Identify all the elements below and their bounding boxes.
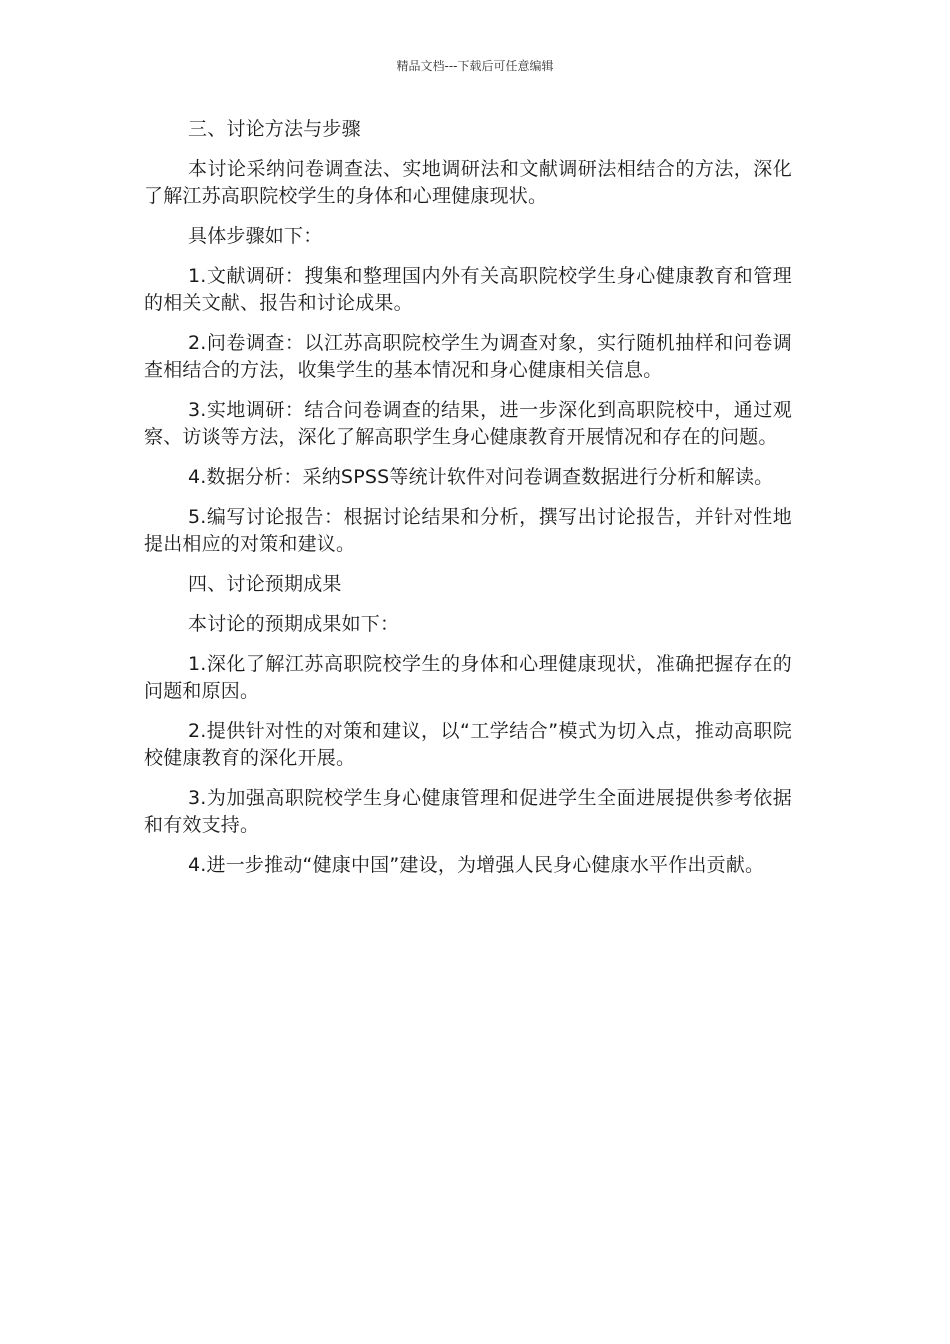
section-heading-outcomes: 四、讨论预期成果	[188, 573, 342, 595]
page-header: 精品文档---下载后可任意编辑	[396, 59, 554, 73]
list-item-step-1: 1.文献调研：搜集和整理国内外有关高职院校学生身心健康教育和管理的相关文献、报告和讨论成果。	[144, 265, 792, 314]
document-body	[144, 116, 792, 892]
list-item-step-4: 4.数据分析：采纳SPSS等统计软件对问卷调查数据进行分析和解读。	[188, 466, 774, 488]
list-item-outcome-4: 4.进一步推动“健康中国”建设，为增强人民身心健康水平作出贡献。	[188, 854, 765, 876]
paragraph-methods-intro: 本讨论采纳问卷调查法、实地调研法和文献调研法相结合的方法，深化了解江苏高职院校学生的身体和心理健康现状。	[144, 158, 792, 207]
list-item-step-5: 5.编写讨论报告：根据讨论结果和分析，撰写出讨论报告，并针对性地提出相应的对策和建议。	[144, 506, 792, 555]
paragraph-steps-lead: 具体步骤如下：	[188, 225, 323, 247]
list-item-step-2: 2.问卷调查：以江苏高职院校学生为调查对象，实行随机抽样和问卷调查相结合的方法，收集学生的基本情况和身心健康相关信息。	[144, 332, 792, 381]
section-heading-methods: 三、讨论方法与步骤	[188, 118, 361, 140]
list-item-outcome-2: 2.提供针对性的对策和建议，以“工学结合”模式为切入点，推动高职院校健康教育的深化开展。	[144, 720, 792, 769]
list-item-outcome-1: 1.深化了解江苏高职院校学生的身体和心理健康现状，准确把握存在的问题和原因。	[144, 653, 792, 702]
paragraph-outcomes-lead: 本讨论的预期成果如下：	[188, 613, 400, 635]
list-item-step-3: 3.实地调研：结合问卷调查的结果，进一步深化到高职院校中，通过观察、访谈等方法，深化了解高职学生身心健康教育开展情况和存在的问题。	[144, 399, 792, 448]
list-item-outcome-3: 3.为加强高职院校学生身心健康管理和促进学生全面进展提供参考依据和有效支持。	[144, 787, 792, 836]
